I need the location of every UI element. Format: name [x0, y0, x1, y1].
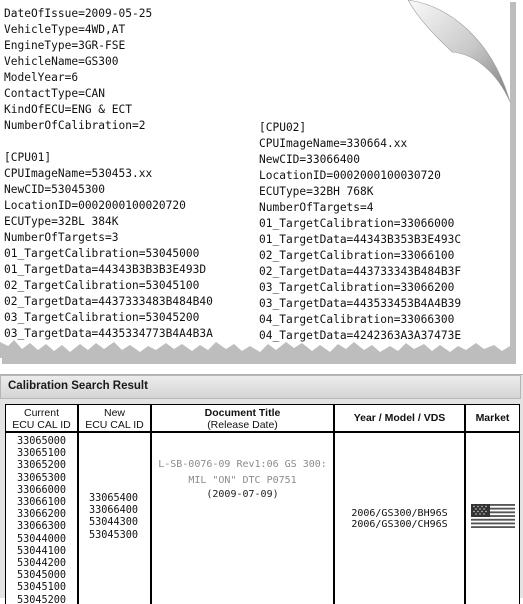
cpu01-line: CPUImageName=530453.xx [4, 167, 153, 180]
ecu-info-line: KindOfECU=ENG & ECT [4, 103, 132, 116]
header-new-ecu-cal-id [79, 405, 150, 431]
ecu-info-line: DateOfIssue=2009-05-25 [4, 7, 153, 20]
us-flag-icon [471, 504, 515, 528]
ecu-info-line: VehicleType=4WD,AT [4, 23, 126, 36]
torn-edge [0, 330, 510, 358]
cpu02-line: 02_TargetCalibration=33066100 [259, 249, 455, 262]
current-ecu-cal-id[interactable]: 33065300 [17, 472, 67, 484]
calibration-search-panel [0, 374, 523, 604]
cpu01-line: 02_TargetCalibration=53045100 [4, 279, 200, 292]
current-ecu-cal-id[interactable]: 53044000 [17, 533, 67, 545]
cpu01-line: 03_TargetData=4435334773B4A4B3A [4, 327, 213, 340]
current-ecu-cal-id[interactable]: 33066000 [17, 484, 67, 496]
new-ecu-cal-id[interactable]: 33065400 [89, 493, 139, 504]
cpu01-line: 01_TargetData=44343B3B3B3E493D [4, 263, 207, 276]
current-ecu-cal-id[interactable]: 53045000 [17, 570, 67, 582]
ecu-info-line: ModelYear=6 [4, 71, 79, 84]
cpu02-line: 03_TargetCalibration=33066200 [259, 281, 455, 294]
cpu02-line: 01_TargetData=44343B353B3E493C [259, 233, 462, 246]
year-model-vds-cell [335, 433, 464, 604]
current-ecu-cal-id[interactable]: 33066100 [17, 497, 67, 509]
header-current-line-2: ECU CAL ID [12, 419, 71, 431]
ecu-info-line: VehicleName=GS300 [4, 55, 119, 68]
cpu01-line: 03_TargetCalibration=53045200 [4, 311, 200, 324]
market-cell [466, 433, 519, 604]
cpu01-line: ECUType=32BL 384K [4, 215, 119, 228]
header-document-line-1: Document Title [204, 407, 281, 419]
current-ecu-cal-id[interactable]: 33066300 [17, 521, 67, 533]
cpu02-line: 04_TargetCalibration=33066300 [259, 313, 455, 326]
cpu02-line: NumberOfTargets=4 [259, 201, 374, 214]
panel-title: Calibration Search Result [8, 380, 148, 392]
ecu-info-line: NumberOfCalibration=2 [4, 119, 146, 132]
ecu-info-line: EngineType=3GR-FSE [4, 39, 126, 52]
cpu01-line: [CPU01] [4, 151, 52, 164]
current-ecu-cal-id[interactable]: 53044100 [17, 545, 67, 557]
document-release-date: (2009-07-09) [206, 489, 279, 500]
ymv-entry-1: 2006/GS300/BH96S [351, 508, 448, 519]
document-title-line-2[interactable]: MIL "ON" DTC P0751 [188, 475, 297, 486]
header-current-line-1: Current [23, 407, 59, 419]
header-year-model-vds [335, 405, 464, 431]
new-ecu-cal-id[interactable]: 53044300 [89, 517, 139, 529]
header-new-line-1: New [103, 407, 125, 419]
current-ids-cell [6, 433, 77, 604]
current-ecu-cal-id[interactable]: 53045200 [17, 594, 67, 604]
current-ecu-cal-id[interactable]: 53044200 [17, 558, 67, 570]
cpu02-line: 04_TargetData=4242363A3A37473E [259, 329, 462, 342]
cpu02-line: 01_TargetCalibration=33066000 [259, 217, 455, 230]
current-ids-list [17, 436, 66, 604]
cpu02-line: ECUType=32BH 768K [259, 185, 374, 198]
cpu02-line: LocationID=0002000100030720 [259, 169, 441, 182]
cpu01-line: 02_TargetData=4437333483B484B40 [4, 295, 213, 308]
header-market-label: Market [475, 412, 510, 424]
current-ecu-cal-id[interactable]: 33065100 [17, 448, 67, 460]
header-current-ecu-cal-id [6, 405, 77, 431]
page-curl-icon [380, 0, 510, 110]
current-ecu-cal-id[interactable]: 33065200 [17, 460, 67, 472]
cpu02-line: CPUImageName=330664.xx [259, 137, 408, 150]
new-ids-cell [79, 433, 150, 604]
cpu01-line: 01_TargetCalibration=53045000 [4, 247, 200, 260]
cpu02-line: [CPU02] [259, 121, 307, 134]
current-ecu-cal-id[interactable]: 33065000 [17, 436, 67, 447]
cpu02-line: NewCID=33066400 [259, 153, 361, 166]
current-ecu-cal-id[interactable]: 33066200 [17, 509, 67, 521]
document-title-line-1[interactable]: L-SB-0076-09 Rev1:06 GS 300: [158, 459, 327, 470]
document-cell[interactable] [152, 433, 333, 604]
cpu01-line: NewCID=53045300 [4, 183, 106, 196]
cpu02-line: 03_TargetData=443533453B4A4B39 [259, 297, 462, 310]
current-ecu-cal-id[interactable]: 53045100 [17, 582, 67, 594]
ecu-info-line: ContactType=CAN [4, 87, 106, 100]
new-ecu-cal-id[interactable]: 33066400 [89, 505, 139, 517]
header-ymv-label: Year / Model / VDS [353, 412, 446, 424]
ymv-entry-2: 2006/GS300/CH96S [351, 519, 448, 530]
header-market [466, 405, 519, 431]
header-document-line-2: (Release Date) [207, 419, 278, 431]
cpu01-line: NumberOfTargets=3 [4, 231, 119, 244]
header-document-title [152, 405, 333, 431]
cpu02-line: 02_TargetData=443733343B484B3F [259, 265, 462, 278]
new-ecu-cal-id[interactable]: 53045300 [89, 529, 139, 541]
header-new-line-2: ECU CAL ID [85, 419, 144, 431]
calibration-table [5, 404, 520, 604]
cpu01-line: LocationID=0002000100020720 [4, 199, 186, 212]
new-ids-list [89, 493, 138, 542]
panel-header [0, 375, 521, 399]
